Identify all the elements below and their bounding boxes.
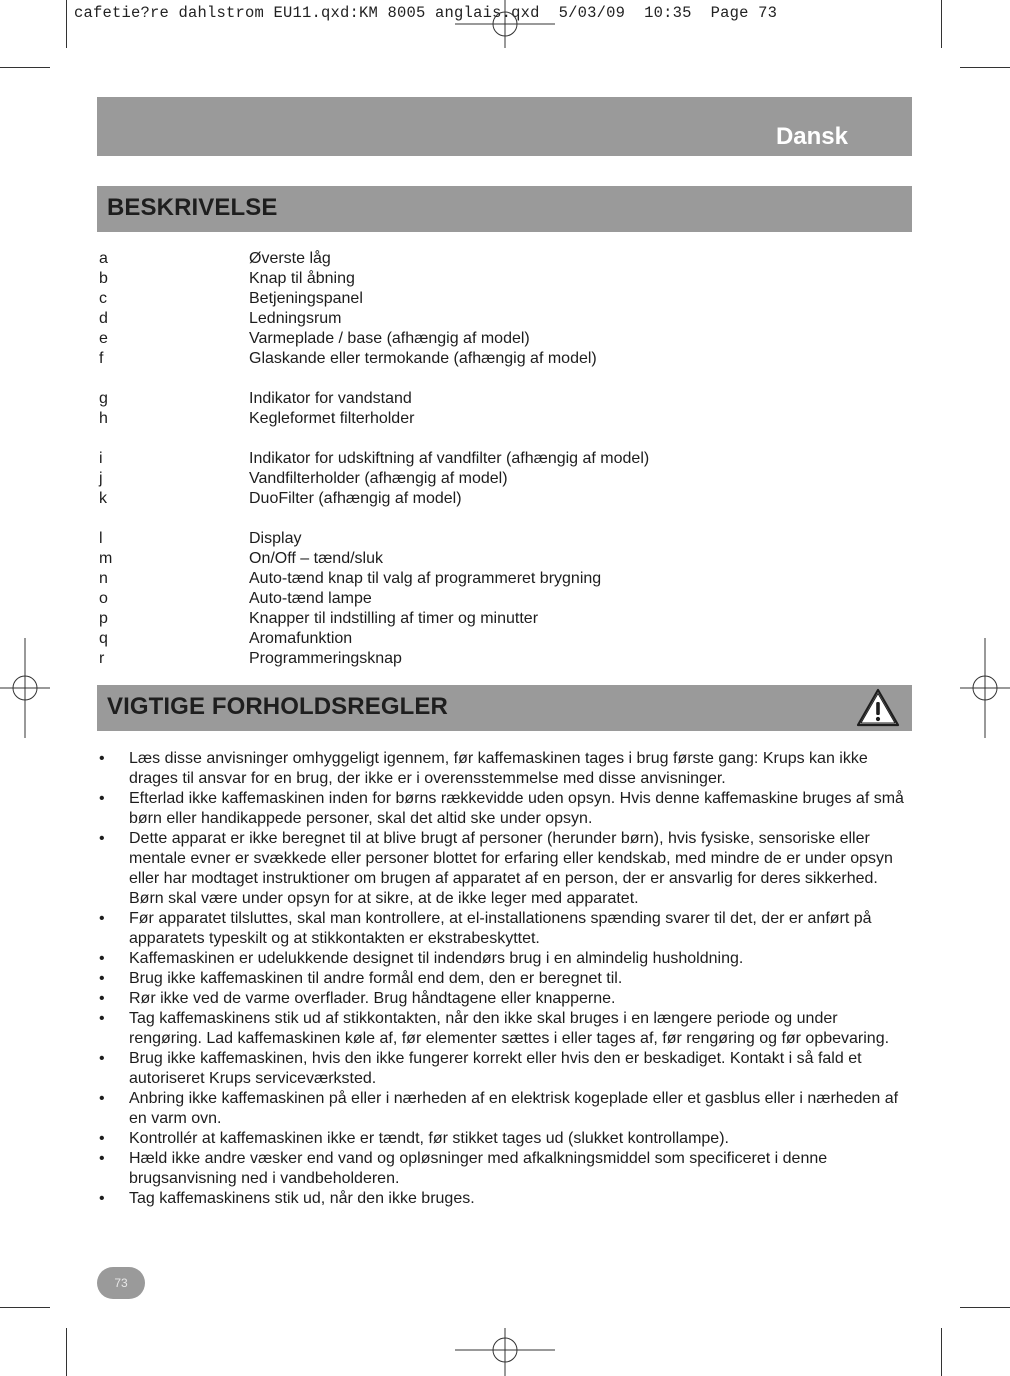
- description-item: [99, 289, 899, 309]
- crop-mark: [66, 1328, 67, 1376]
- description-item: [99, 309, 899, 329]
- safety-item-text: Tag kaffemaskinens stik ud af stikkontakten, når den ikke skal bruges i en længere periode og under rengøring. Lad kaffemaskinen køle af, før elementer sættes i eller tages af, før rengøring og før opbevaring.: [129, 1010, 890, 1047]
- item-text: Indikator for udskiftning af vandfilter (afhængig af model): [249, 450, 650, 467]
- description-item: [99, 609, 899, 629]
- item-letter: b: [99, 270, 108, 287]
- item-text: On/Off – tænd/sluk: [249, 550, 383, 567]
- item-text: Kegleformet filterholder: [249, 410, 415, 427]
- safety-item-text: Før apparatet tilsluttes, skal man kontrollere, at el-installationens spænding svarer til det, der er anført på apparatets typeskilt og at stikkontakten er ekstrabeskyttet.: [129, 910, 872, 947]
- description-item: [99, 549, 899, 569]
- bullet-icon: •: [99, 750, 105, 767]
- description-item: [99, 449, 899, 469]
- bullet-icon: •: [99, 990, 105, 1007]
- safety-section-header: [97, 685, 912, 731]
- description-item: [99, 589, 899, 609]
- crop-mark: [941, 1328, 942, 1376]
- warning-triangle-icon: [856, 688, 900, 728]
- safety-item-text: Kaffemaskinen er udelukkende designet til indendørs brug i en almindelig husholdning.: [129, 950, 744, 967]
- item-letter: c: [99, 290, 107, 307]
- description-item: [99, 469, 899, 489]
- description-item: [99, 569, 899, 589]
- item-letter: l: [99, 530, 103, 547]
- safety-title: VIGTIGE FORHOLDSREGLER: [107, 693, 448, 720]
- registration-mark-right: [960, 638, 1010, 738]
- crop-mark: [0, 67, 50, 68]
- item-letter: r: [99, 650, 105, 667]
- item-letter: d: [99, 310, 108, 327]
- description-item: [99, 249, 899, 269]
- crop-mark: [66, 0, 67, 48]
- safety-item: [97, 1089, 912, 1129]
- safety-list: [97, 749, 912, 1209]
- item-letter: e: [99, 330, 108, 347]
- description-title: BESKRIVELSE: [107, 194, 278, 221]
- bullet-icon: •: [99, 950, 105, 967]
- safety-item-text: Dette apparat er ikke beregnet til at blive brugt af personer (herunder børn), hvis fysiske, sensoriske eller mentale evner er svækkede eller personer blottet for erfaring eller kendskab, med mindre de er under opsyn eller har modtaget instruktioner om brugen af apparatet af en person, der er ansvarlig for deres sikkerhed. Børn skal være under opsyn for at sikre, at de ikke leger med apparatet.: [129, 830, 893, 907]
- item-letter: j: [99, 470, 103, 487]
- bullet-icon: •: [99, 1010, 105, 1027]
- safety-item-text: Kontrollér at kaffemaskinen ikke er tændt, før stikket tages ud (slukket kontrollampe).: [129, 1130, 729, 1147]
- description-item: [99, 409, 899, 429]
- item-letter: k: [99, 490, 107, 507]
- safety-item: [97, 1149, 912, 1189]
- safety-item: [97, 909, 912, 949]
- description-item: [99, 529, 899, 549]
- bullet-icon: •: [99, 790, 105, 807]
- description-item: [99, 629, 899, 649]
- item-text: Auto-tænd lampe: [249, 590, 372, 607]
- description-list: [99, 249, 899, 669]
- item-letter: g: [99, 390, 108, 407]
- item-text: Betjeningspanel: [249, 290, 363, 307]
- item-text: Ledningsrum: [249, 310, 342, 327]
- item-text: Indikator for vandstand: [249, 390, 412, 407]
- item-text: Aromafunktion: [249, 630, 353, 647]
- bullet-icon: •: [99, 1130, 105, 1147]
- safety-item-text: Rør ikke ved de varme overflader. Brug håndtagene eller knapperne.: [129, 990, 616, 1007]
- bullet-icon: •: [99, 1150, 105, 1167]
- item-text: Glaskande eller termokande (afhængig af model): [249, 350, 597, 367]
- safety-item-text: Læs disse anvisninger omhyggeligt igennem, før kaffemaskinen tages i brug første gang: Krups kan ikke drages til ansvar for en brug, der ikke er i overensstemmelse med disse anvisninger.: [129, 750, 868, 787]
- bullet-icon: •: [99, 910, 105, 927]
- crop-mark: [941, 0, 942, 48]
- item-letter: o: [99, 590, 108, 607]
- bullet-icon: •: [99, 970, 105, 987]
- item-letter: h: [99, 410, 108, 427]
- safety-item: [97, 749, 912, 789]
- safety-item-text: Brug ikke kaffemaskinen, hvis den ikke fungerer korrekt eller hvis den er beskadiget. Kontakt i så fald et autoriseret Krups serviceværksted.: [129, 1050, 862, 1087]
- safety-item: [97, 949, 912, 969]
- description-item: [99, 389, 899, 409]
- safety-item: [97, 1129, 912, 1149]
- description-item: [99, 269, 899, 289]
- safety-item: [97, 969, 912, 989]
- safety-item: [97, 789, 912, 829]
- item-letter: n: [99, 570, 108, 587]
- bullet-icon: •: [99, 1090, 105, 1107]
- description-item: [99, 649, 899, 669]
- description-item: [99, 349, 899, 369]
- description-section-header: [97, 186, 912, 232]
- item-text: Knap til åbning: [249, 270, 355, 287]
- item-text: Vandfilterholder (afhængig af model): [249, 470, 508, 487]
- crop-mark: [0, 1307, 50, 1308]
- page-number-badge: 73: [97, 1267, 145, 1299]
- item-text: Øverste låg: [249, 250, 331, 267]
- item-text: DuoFilter (afhængig af model): [249, 490, 462, 507]
- item-text: Knapper til indstilling af timer og minutter: [249, 610, 539, 627]
- registration-mark-left: [0, 638, 50, 738]
- item-letter: f: [99, 350, 104, 367]
- item-text: Varmeplade / base (afhængig af model): [249, 330, 530, 347]
- safety-item: [97, 1049, 912, 1089]
- safety-item: [97, 989, 912, 1009]
- safety-item: [97, 829, 912, 909]
- bullet-icon: •: [99, 1190, 105, 1207]
- item-text: Display: [249, 530, 302, 547]
- safety-item-text: Efterlad ikke kaffemaskinen inden for børns rækkevidde uden opsyn. Hvis denne kaffemaskine bruges af små børn eller handikappede personer, skal det altid ske under opsyn.: [129, 790, 904, 827]
- language-header-bar: [97, 97, 912, 156]
- item-text: Programmeringsknap: [249, 650, 402, 667]
- safety-item: [97, 1009, 912, 1049]
- safety-item-text: Brug ikke kaffemaskinen til andre formål end dem, den er beregnet til.: [129, 970, 623, 987]
- safety-item-text: Anbring ikke kaffemaskinen på eller i nærheden af en elektrisk kogeplade eller et gasblus eller i nærheden af en varm ovn.: [129, 1090, 899, 1127]
- safety-item-text: Hæld ikke andre væsker end vand og opløsninger med afkalkningsmiddel som specificeret i denne brugsanvisning ned i vandbeholderen.: [129, 1150, 828, 1187]
- item-letter: m: [99, 550, 113, 567]
- registration-mark-bottom: [455, 1326, 555, 1376]
- crop-mark: [960, 67, 1010, 68]
- item-letter: a: [99, 250, 108, 267]
- safety-item-text: Tag kaffemaskinens stik ud, når den ikke bruges.: [129, 1190, 475, 1207]
- item-letter: i: [99, 450, 103, 467]
- item-text: Auto-tænd knap til valg af programmeret brygning: [249, 570, 602, 587]
- registration-mark-top: [455, 0, 555, 50]
- item-letter: p: [99, 610, 108, 627]
- language-label: Dansk: [775, 123, 848, 150]
- bullet-icon: •: [99, 830, 105, 847]
- description-item: [99, 489, 899, 509]
- bullet-icon: •: [99, 1050, 105, 1067]
- safety-item: [97, 1189, 912, 1209]
- crop-mark: [960, 1307, 1010, 1308]
- description-item: [99, 329, 899, 349]
- item-letter: q: [99, 630, 108, 647]
- printer-slug-line: cafetie?re dahlstrom EU11.qxd:KM 8005 anglais.qxd 5/03/09 10:35 Page 73: [74, 4, 778, 22]
